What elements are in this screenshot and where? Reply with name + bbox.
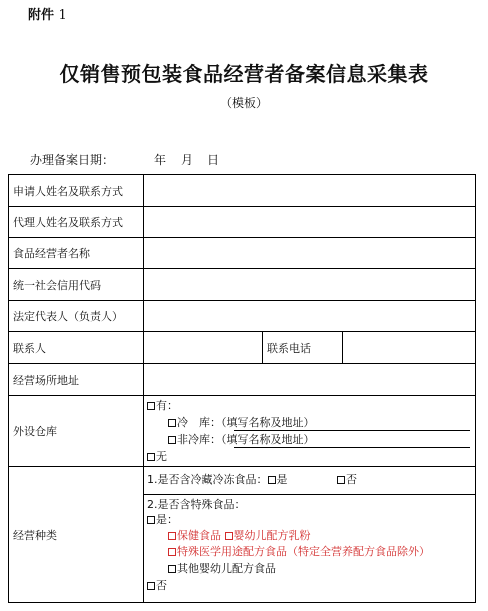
checkbox-icon[interactable] — [147, 453, 155, 461]
checkbox-icon[interactable] — [147, 582, 155, 590]
address-field[interactable] — [144, 364, 475, 395]
row-agent — [9, 207, 475, 238]
row-legal-rep — [9, 301, 475, 332]
contact-label: 联系人 — [9, 332, 144, 363]
legal-rep-field[interactable] — [144, 301, 475, 331]
checkbox-icon[interactable] — [168, 436, 176, 444]
non-cold-storage-fill-hint: （填写名称及地址） — [221, 433, 315, 446]
checkbox-icon[interactable] — [268, 476, 276, 484]
day-label: 日 — [207, 153, 220, 167]
applicant-field[interactable] — [144, 175, 475, 206]
operator-name-label: 食品经营者名称 — [9, 238, 144, 268]
special-medical-option[interactable]: 特殊医学用途配方食品（特定全营养配方食品除外） — [168, 545, 430, 559]
row-operator-name — [9, 238, 475, 269]
legal-rep-label: 法定代表人（负责人） — [9, 301, 144, 331]
credit-code-field[interactable] — [144, 269, 475, 300]
checkbox-icon[interactable] — [337, 476, 345, 484]
row-warehouse — [9, 396, 475, 467]
agent-field[interactable] — [144, 207, 475, 237]
row-credit-code — [9, 269, 475, 301]
filing-date-line — [30, 151, 219, 168]
form-table — [8, 174, 476, 603]
attachment-label: 附件 1 — [28, 8, 67, 23]
category-label: 经营种类 — [9, 467, 144, 603]
other-infant-option[interactable]: 其他婴幼儿配方食品 — [168, 562, 276, 576]
non-cold-storage-option[interactable]: 非冷库：（填写名称及地址） — [168, 433, 315, 447]
checkbox-icon[interactable] — [168, 532, 176, 540]
health-food-options — [168, 529, 311, 543]
health-food-option[interactable]: 保健食品 — [168, 529, 221, 542]
credit-code-label: 统一社会信用代码 — [9, 269, 144, 300]
checkbox-icon[interactable] — [168, 565, 176, 573]
special-food-no-option[interactable]: 否 — [147, 579, 167, 593]
row-category — [9, 467, 475, 603]
checkbox-icon[interactable] — [147, 402, 155, 410]
row-address — [9, 364, 475, 396]
applicant-label: 申请人姓名及联系方式 — [9, 175, 144, 206]
checkbox-icon[interactable] — [225, 532, 233, 540]
checkbox-icon[interactable] — [168, 419, 176, 427]
year-label: 年 — [154, 153, 167, 167]
cold-food-no-option[interactable]: 否 — [337, 473, 357, 487]
form-subtitle: （模板） — [219, 96, 268, 110]
operator-name-field[interactable] — [144, 238, 475, 268]
contact-field[interactable] — [144, 332, 475, 363]
phone-label: 联系电话 — [262, 332, 342, 363]
address-label: 经营场所地址 — [9, 364, 144, 395]
row-applicant — [9, 175, 475, 207]
filing-date-label: 办理备案日期： — [30, 153, 115, 167]
phone-field[interactable] — [342, 332, 475, 363]
agent-label: 代理人姓名及联系方式 — [9, 207, 144, 237]
month-label: 月 — [181, 153, 194, 167]
form-title: 仅销售预包装食品经营者备案信息采集表 — [59, 62, 429, 86]
special-food-question: 2.是否含特殊食品： — [147, 498, 246, 511]
cold-food-question: 1.是否含冷藏冷冻食品： 是 — [147, 473, 288, 486]
warehouse-no-option[interactable]: 无 — [147, 450, 167, 464]
checkbox-icon[interactable] — [168, 548, 176, 556]
category-divider — [144, 494, 475, 495]
warehouse-yes-option[interactable]: 有： — [147, 399, 178, 413]
infant-formula-option[interactable]: 婴幼儿配方乳粉 — [225, 529, 311, 542]
special-food-yes-option[interactable]: 是： — [147, 513, 178, 527]
row-contact — [9, 332, 475, 364]
warehouse-label: 外设仓库 — [9, 396, 144, 466]
cold-storage-fill-hint: （填写名称及地址） — [221, 416, 315, 429]
non-cold-storage-underline[interactable] — [234, 447, 470, 448]
checkbox-icon[interactable] — [147, 516, 155, 524]
cold-storage-underline[interactable] — [234, 430, 470, 431]
cold-storage-option[interactable]: 冷 库：（填写名称及地址） — [168, 416, 315, 430]
